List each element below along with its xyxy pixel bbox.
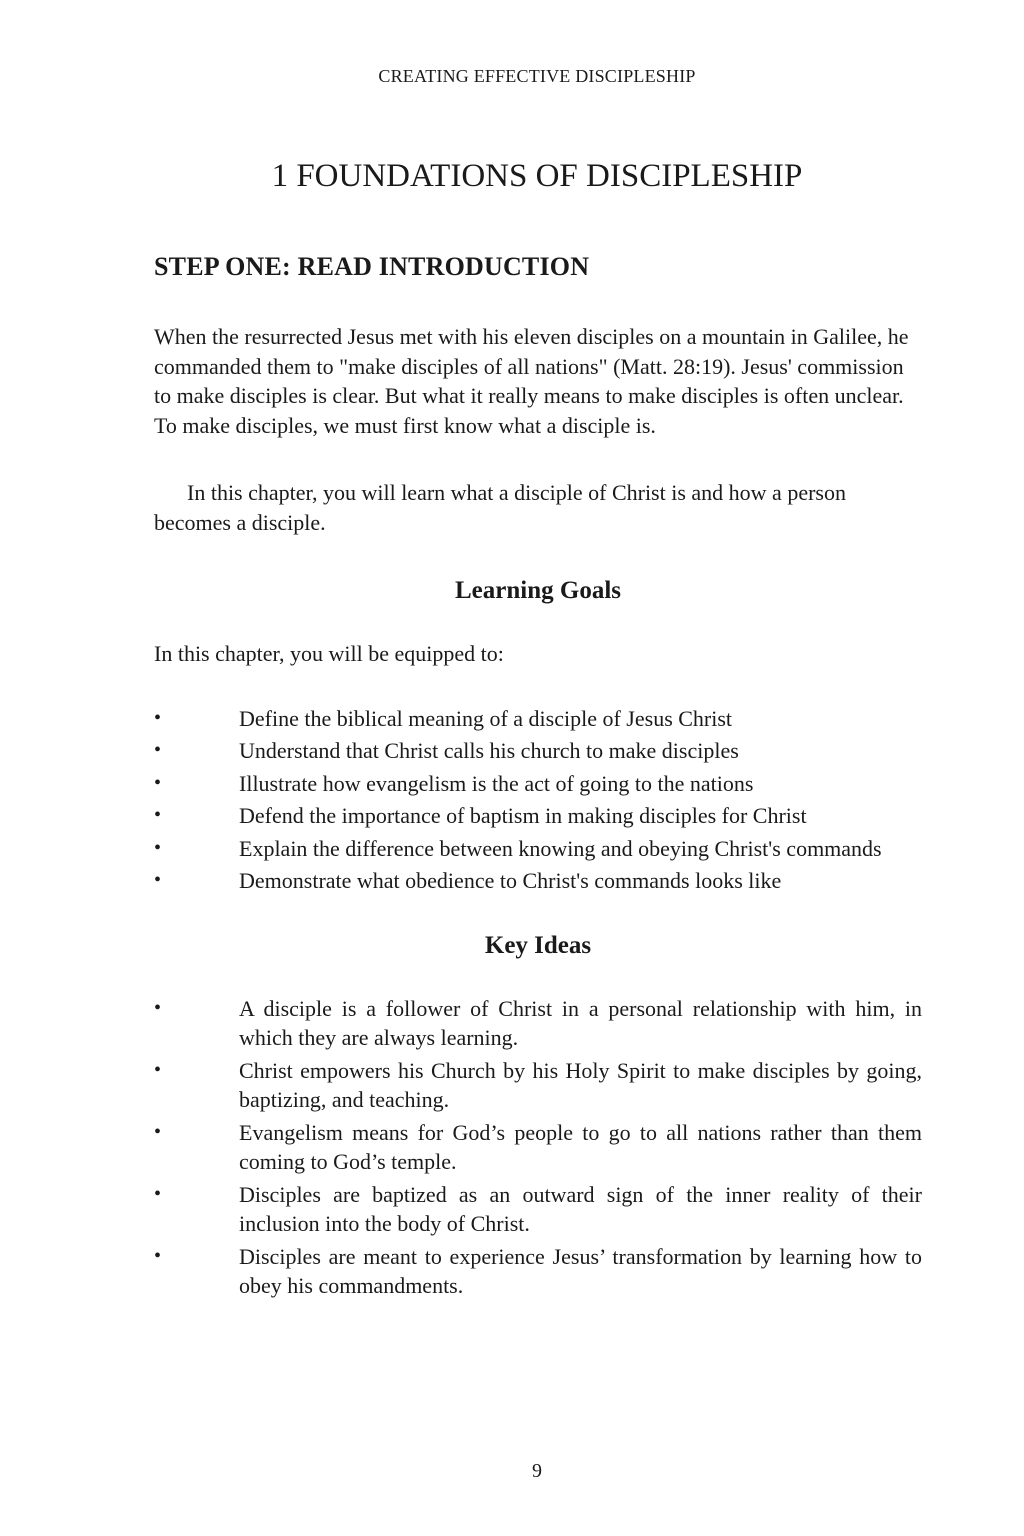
list-item-text: Disciples are baptized as an outward sign of the inner reality of their inclusion into the body of Christ. (239, 1181, 922, 1236)
learning-goals-lead: In this chapter, you will be equipped to: (154, 641, 504, 666)
bullet-icon: • (154, 739, 162, 761)
list-item (154, 704, 922, 734)
list-item-text: Understand that Christ calls his church to make disciples (239, 738, 739, 763)
list-item-text: Evangelism means for God’s people to go to all nations rather than them coming to God’s temple. (239, 1119, 922, 1174)
bullet-icon: • (154, 706, 162, 729)
learning-goals-heading: Learning Goals (455, 577, 621, 604)
list-item (154, 1118, 922, 1177)
intro-paragraph: When the resurrected Jesus met with his eleven disciples on a mountain in Galilee, he commanded them to "make disciples of all nations" (Matt. 28:19). Jesus' commission to make disciples is clear. But what it really means to make disciples is often unclear. To make disciples, we must first know what a disciple is. (154, 324, 909, 438)
bullet-icon: • (154, 836, 162, 859)
list-item (154, 866, 922, 896)
page-content (154, 252, 922, 1304)
bullet-icon: • (154, 1244, 162, 1267)
list-item-text: Christ empowers his Church by his Holy Spirit to make disciples by going, baptizing, and teaching. (239, 1057, 922, 1112)
step-heading: STEP ONE: READ INTRODUCTION (154, 252, 590, 281)
list-item-text: Disciples are meant to experience Jesus’ transformation by learning how to obey his commandments. (239, 1243, 922, 1298)
page-number: 9 (532, 1460, 542, 1482)
list-item-text: Explain the difference between knowing and obeying Christ's commands (239, 835, 882, 861)
running-header: CREATING EFFECTIVE DISCIPLESHIP (378, 66, 696, 86)
list-item (154, 736, 922, 766)
list-item (154, 769, 922, 799)
bullet-icon: • (154, 1058, 162, 1081)
bullet-icon: • (154, 804, 162, 826)
bullet-icon: • (154, 996, 162, 1019)
list-item (154, 1242, 922, 1301)
list-item (154, 1180, 922, 1239)
bullet-icon: • (154, 771, 162, 794)
key-ideas-list (154, 994, 922, 1301)
list-item (154, 1056, 922, 1115)
list-item (154, 834, 922, 864)
list-item (154, 801, 922, 831)
chapter-paragraph: In this chapter, you will learn what a disciple of Christ is and how a person becomes a disciple. (154, 480, 846, 535)
list-item (154, 994, 922, 1053)
list-item-text: Illustrate how evangelism is the act of going to the nations (239, 770, 754, 796)
bullet-icon: • (154, 869, 162, 891)
chapter-title: 1 FOUNDATIONS OF DISCIPLESHIP (271, 158, 803, 194)
bullet-icon: • (154, 1182, 162, 1205)
key-ideas-heading: Key Ideas (484, 931, 592, 959)
learning-goals-list (154, 704, 922, 896)
list-item-text: Defend the importance of baptism in making disciples for Christ (239, 803, 807, 828)
list-item-text: A disciple is a follower of Christ in a personal relationship with him, in which they are always learning. (239, 995, 922, 1050)
list-item-text: Define the biblical meaning of a disciple of Jesus Christ (239, 705, 733, 731)
bullet-icon: • (154, 1120, 162, 1143)
list-item-text: Demonstrate what obedience to Christ's commands looks like (239, 868, 782, 893)
